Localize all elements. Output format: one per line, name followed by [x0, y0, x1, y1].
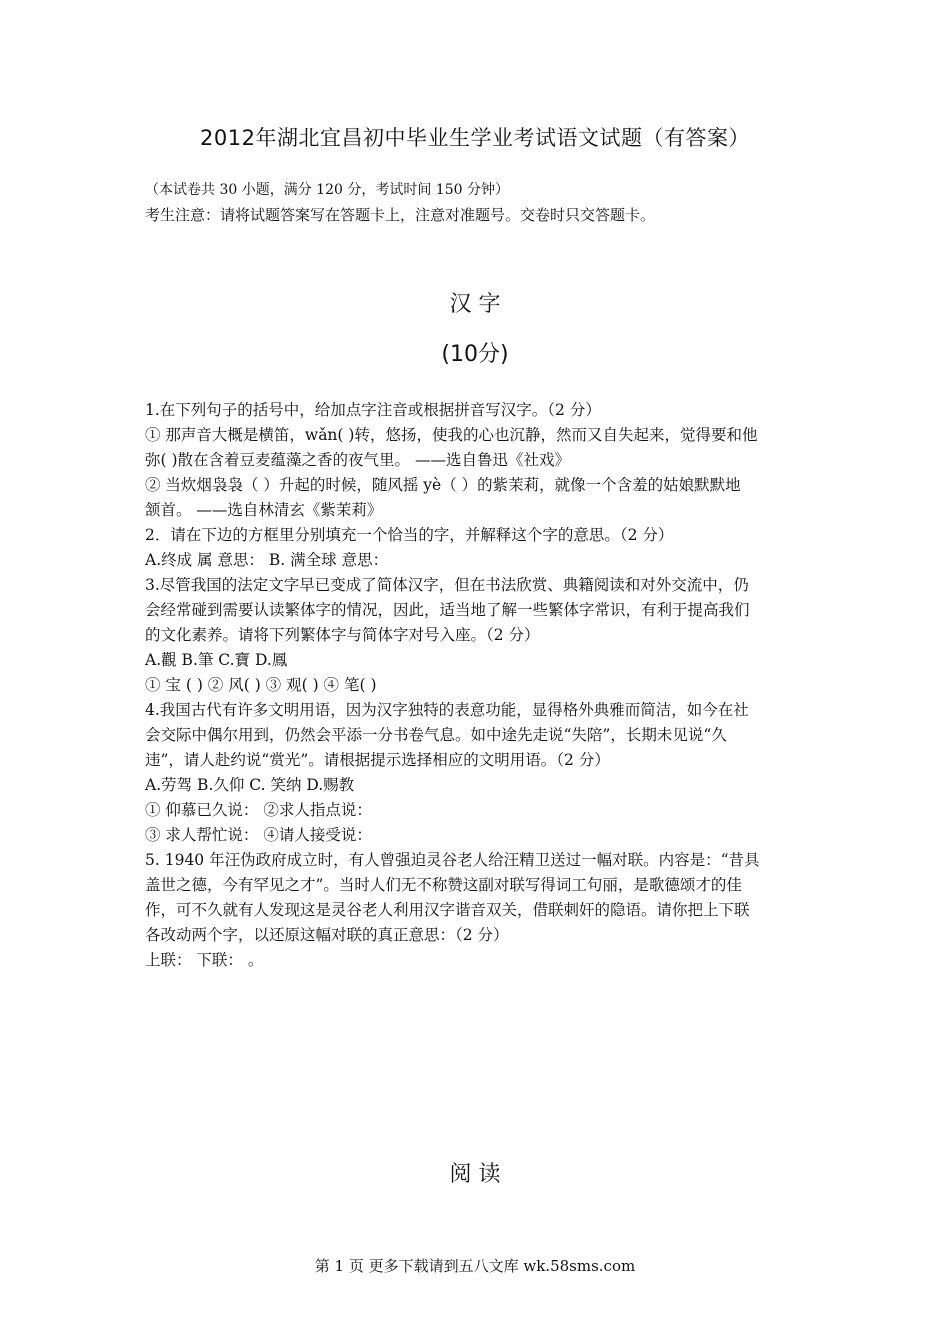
question-line: 作，可不久就有人发现这是灵谷老人利用汉字谐音双关，借联刺奸的隐语。请你把上下联: [145, 901, 750, 919]
question-line: 违”，请人赴约说“赏光”。请根据提示选择相应的文明用语。（2 分）: [145, 751, 610, 769]
question-line: A.劳驾 B.久仰 C. 笑纳 D.赐教: [145, 776, 355, 794]
question-line: 会交际中偶尔用到，仍然会平添一分书卷气息。如中途先走说“失陪”，长期未见说“久: [145, 726, 727, 744]
page-title: 2012年湖北宜昌初中毕业生学业考试语文试题（有答案）: [200, 126, 750, 150]
question-line: A.觀 B.筆 C.寶 D.鳳: [145, 651, 288, 669]
question-line: 颔首。 ——选自林清玄《紫茉莉》: [145, 501, 383, 519]
page-footer: 第 1 页 更多下载请到五八文库 wk.58sms.com: [314, 1257, 636, 1275]
question-line: 会经常碰到需要认读繁体字的情况，因此，适当地了解一些繁体字常识，有利于提高我们: [145, 601, 750, 619]
question-line: 弥( )散在含着豆麦蕴藻之香的夜气里。 ——选自鲁迅《社戏》: [145, 451, 570, 469]
question-line: A.终成 属 意思： B. 满全球 意思：: [145, 551, 389, 569]
question-line: ② 当炊烟袅袅（ ）升起的时候，随风摇 yè（ ）的紫茉莉，就像一个含羞的姑娘默默地: [145, 476, 741, 494]
exam-notice: 考生注意：请将试题答案写在答题卡上，注意对准题号。交卷时只交答题卡。: [145, 206, 656, 224]
question-line: 上联： 下联： 。: [145, 951, 264, 969]
question-line: 1.在下列句子的括号中，给加点字注音或根据拼音写汉字。（2 分）: [145, 401, 601, 419]
question-line: ① 仰慕已久说： ②求人指点说：: [145, 801, 372, 819]
section-heading-reading: 阅 读: [449, 1162, 501, 1187]
question-line: ① 那声音大概是横笛，wǎn( )转，悠扬，使我的心也沉静，然而又自失起来，觉得要和他: [145, 426, 758, 444]
question-line: 5. 1940 年汪伪政府成立时，有人曾强迫灵谷老人给汪精卫送过一幅对联。内容是：“昔具: [145, 851, 760, 869]
question-line: 的文化素养。请将下列繁体字与简体字对号入座。（2 分）: [145, 626, 540, 644]
question-line: 4.我国古代有许多文明用语，因为汉字独特的表意功能，显得格外典雅而简洁，如今在社: [145, 701, 749, 719]
exam-intro: （本试卷共 30 小题，满分 120 分，考试时间 150 分钟）: [145, 182, 509, 198]
question-line: 盖世之德，今有罕见之才”。当时人们无不称赞这副对联写得词工句丽，是歌德颂才的佳: [145, 876, 742, 894]
question-line: ① 宝 ( ) ② 风( ) ③ 观( ) ④ 笔( ): [145, 676, 377, 694]
question-line: 各改动两个字，以还原这幅对联的真正意思：（2 分）: [145, 926, 509, 944]
question-line: 3.尽管我国的法定文字早已变成了简体汉字，但在书法欣赏、典籍阅读和对外交流中，仍: [145, 576, 749, 594]
section-heading-hanzi: 汉 字: [449, 292, 501, 317]
section-points: (10分): [441, 342, 509, 367]
question-line: 2．请在下边的方框里分别填充一个恰当的字，并解释这个字的意思。（2 分）: [145, 526, 674, 544]
question-line: ③ 求人帮忙说： ④请人接受说：: [145, 826, 372, 844]
